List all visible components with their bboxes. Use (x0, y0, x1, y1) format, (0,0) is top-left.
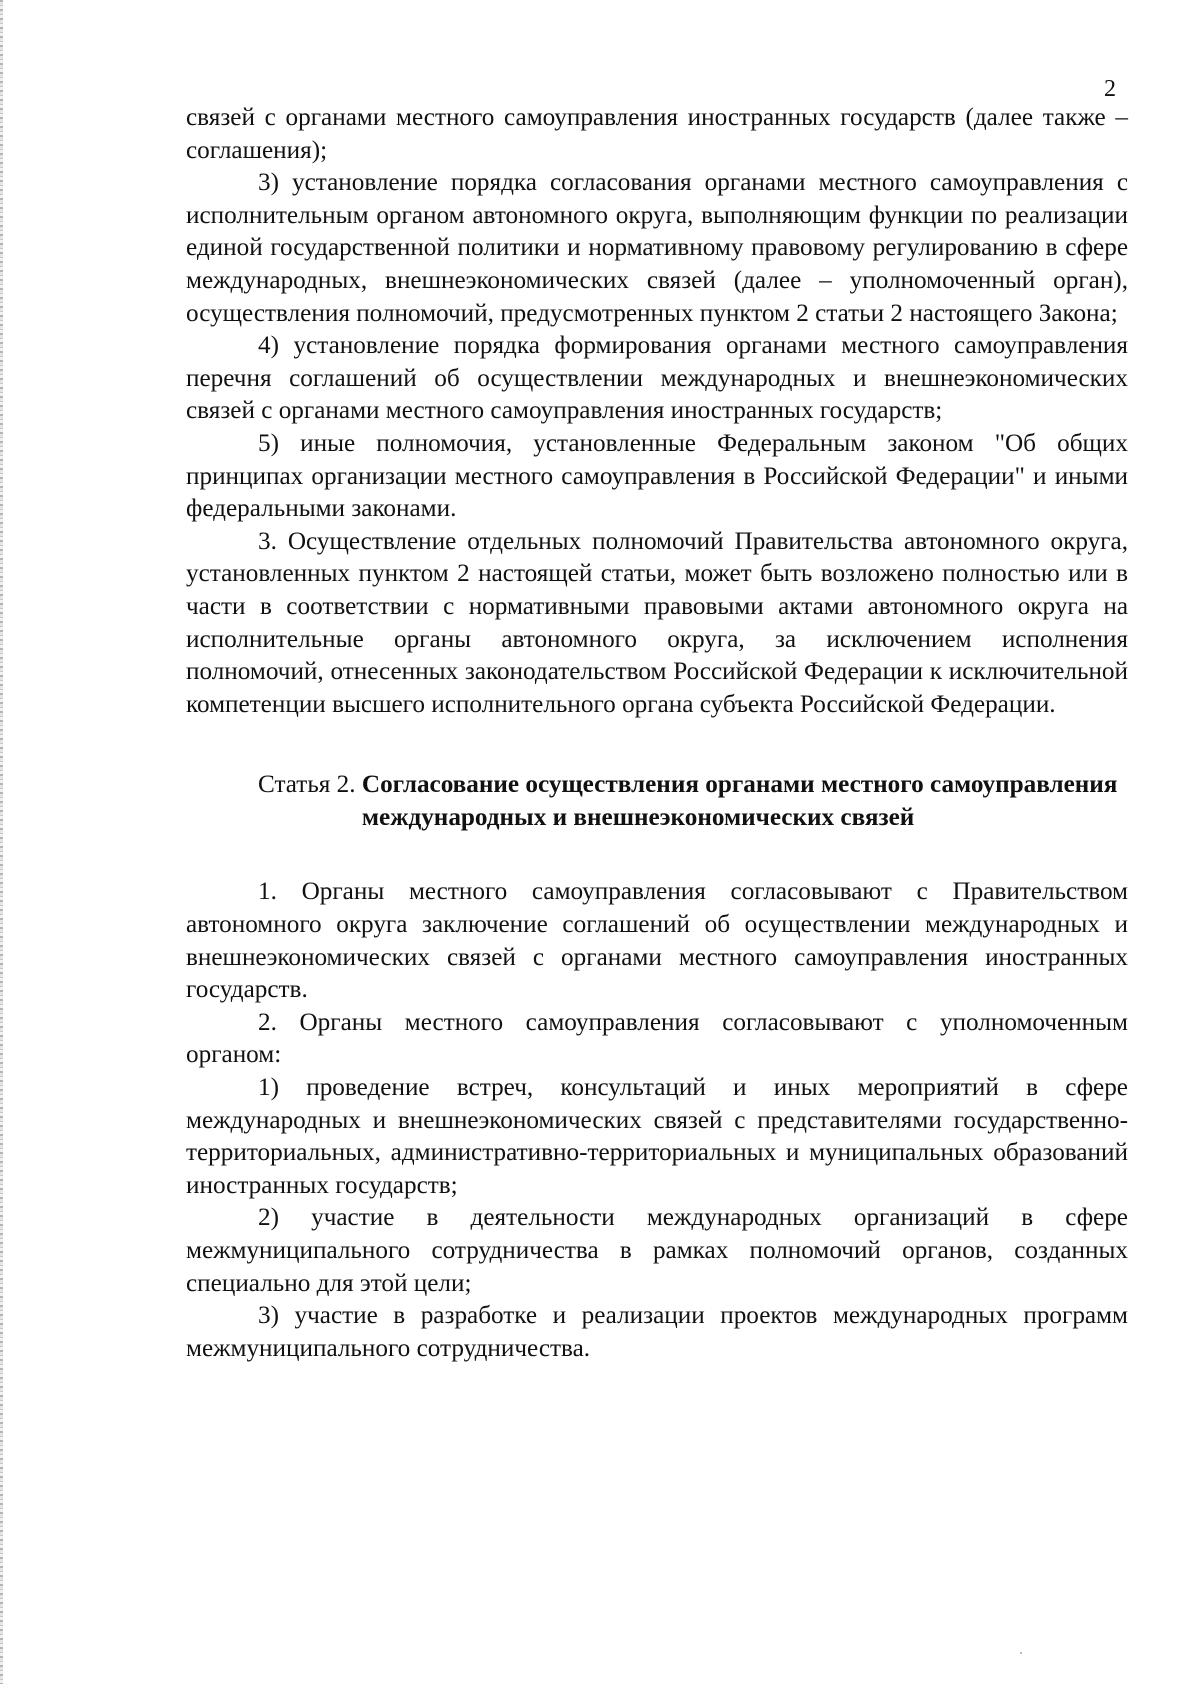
article-title: Согласование осуществления органами местного самоуправления международных и внешнеэкономических связей (361, 771, 1118, 831)
page-number: 2 (1104, 76, 1116, 102)
scan-edge (0, 0, 3, 1684)
document-body (186, 102, 1128, 1365)
paragraph: 1. Органы местного самоуправления согласовывают с Правительством автономного округа заключение соглашений об осуществлении международных и внешнеэкономических связей с органами местного самоуправления иностранных государств. (186, 878, 1128, 1004)
paragraph: 1) проведение встреч, консультаций и иных мероприятий в сфере международных и внешнеэкономических связей с представителями государственно-территориальных, административно-территориальных и муниципальных образований иностранных государств; (186, 1074, 1128, 1199)
paragraph: 2. Органы местного самоуправления согласовывают с уполномоченным органом: (186, 1008, 1128, 1069)
paragraph: 3) установление порядка согласования органами местного самоуправления с исполнительным органом автономного округа, выполняющим функции по реализации единой государственной политики и нормативному правовому регулированию в сфере международных, внешнеэкономических связей (далее – уполномоченный орган), осуществления полномочий, предусмотренных пунктом 2 статьи 2 настоящего Закона; (186, 169, 1128, 327)
article-number: Статья 2. (258, 771, 356, 799)
paragraph: 4) установление порядка формирования органами местного самоуправления перечня соглашений об осуществлении международных и внешнеэкономических связей с органами местного самоуправления иностранных государств; (186, 332, 1128, 425)
scan-speck (1020, 1652, 1022, 1654)
paragraph: 5) иные полномочия, установленные Федеральным законом "Об общих принципах организации местного самоуправления в Российской Федерации" и иными федеральными законами. (186, 429, 1128, 523)
paragraph: 3. Осуществление отдельных полномочий Правительства автономного округа, установленных пунктом 2 настоящей статьи, может быть возложено полностью или в части в соответствии с нормативными правовыми актами автономного округа на исполнительные органы автономного округа, за исключением исполнения полномочий, отнесенных законодательством Российской Федерации к исключительной компетенции высшего исполнительного органа субъекта Российской Федерации. (186, 527, 1128, 718)
paragraph: связей с органами местного самоуправления иностранных государств (далее также – соглашения); (186, 104, 1128, 164)
paragraph: 3) участие в разработке и реализации проектов международных программ межмуниципального сотрудничества. (186, 1302, 1128, 1362)
article-heading (186, 769, 1128, 834)
paragraph: 2) участие в деятельности международных организаций в сфере межмуниципального сотрудничества в рамках полномочий органов, созданных специально для этой цели; (186, 1204, 1128, 1297)
paragraph-group-1 (186, 102, 1128, 721)
paragraph-group-2 (186, 876, 1128, 1365)
